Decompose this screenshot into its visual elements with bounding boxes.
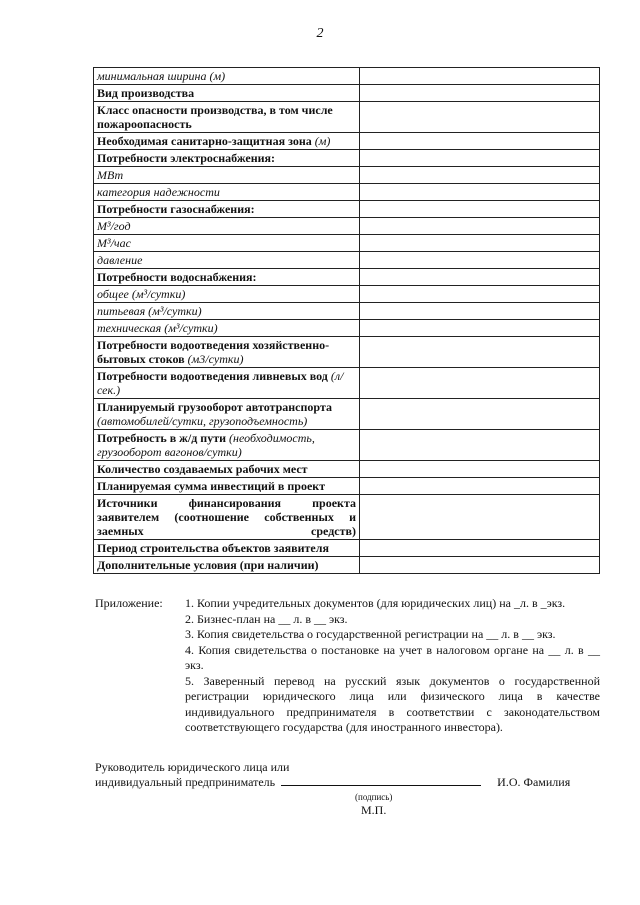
form-row-label: Класс опасности производства, в том числе пожароопасность — [94, 102, 360, 133]
form-row — [94, 478, 600, 495]
form-row-value-cell[interactable] — [360, 399, 600, 430]
form-row — [94, 286, 600, 303]
form-row-label: Потребность в ж/д пути (необходимость, грузооборот вагонов/сутки) — [94, 430, 360, 461]
form-row-value-cell[interactable] — [360, 218, 600, 235]
form-row-value-cell[interactable] — [360, 184, 600, 201]
form-row — [94, 201, 600, 218]
form-row-value-cell[interactable] — [360, 461, 600, 478]
stamp-place: М.П. — [361, 803, 387, 817]
form-row-label: питьевая (м³/сутки) — [94, 303, 360, 320]
form-row-value-cell[interactable] — [360, 320, 600, 337]
appendix-item: 4. Копия свидетельства о постановке на учет в налоговом органе на __ л. в __ экз. — [185, 642, 600, 672]
form-row-value-cell[interactable] — [360, 150, 600, 167]
form-row-value-cell[interactable] — [360, 201, 600, 218]
form-row-label: М³/час — [94, 235, 360, 252]
form-row — [94, 269, 600, 286]
form-row-value-cell[interactable] — [360, 495, 600, 540]
appendix-label: Приложение: — [95, 596, 163, 610]
appendix-item: 2. Бизнес-план на __ л. в __ экз. — [185, 611, 348, 626]
form-row-value-cell[interactable] — [360, 337, 600, 368]
form-row-label: Потребности водоотведения ливневых вод (л/сек.) — [94, 368, 360, 399]
signer-name: И.О. Фамилия — [497, 775, 571, 789]
form-row — [94, 68, 600, 85]
form-row-label: Потребности водоснабжения: — [94, 269, 360, 286]
appendix-item: 5. Заверенный перевод на русский язык документов о государственной регистрации юридического лица или физического лица в качестве индивидуального предпринимателя в соответствии с законодательством соответствующего государства (для иностранного инвестора). — [185, 673, 600, 734]
signature-line — [281, 775, 481, 786]
form-row-label: минимальная ширина (м) — [94, 68, 360, 85]
form-row-label: Период строительства объектов заявителя — [94, 540, 360, 557]
form-row-label: Потребности водоотведения хозяйственно-бытовых стоков (м3/сутки) — [94, 337, 360, 368]
form-row-label: Необходимая санитарно-защитная зона (м) — [94, 133, 360, 150]
form-row-value-cell[interactable] — [360, 478, 600, 495]
form-row-value-cell[interactable] — [360, 303, 600, 320]
signature-block — [95, 760, 600, 790]
form-row-value-cell[interactable] — [360, 368, 600, 399]
signer-title: индивидуальный предприниматель — [95, 775, 276, 789]
form-row — [94, 102, 600, 133]
appendix-item: 3. Копия свидетельства о государственной регистрации на __ л. в __ экз. — [185, 627, 556, 641]
signer-title-line1: Руководитель юридического лица или — [95, 760, 290, 774]
form-row — [94, 85, 600, 102]
form-row — [94, 320, 600, 337]
appendix-item: 1. Копии учредительных документов (для юридических лиц) на _л. в _экз. — [185, 596, 566, 610]
appendix-list — [185, 596, 600, 736]
form-row-value-cell[interactable] — [360, 167, 600, 184]
form-row — [94, 495, 600, 540]
form-row — [94, 167, 600, 184]
form-row — [94, 133, 600, 150]
form-row-value-cell[interactable] — [360, 286, 600, 303]
form-row — [94, 461, 600, 478]
form-row-label: техническая (м³/сутки) — [94, 320, 360, 337]
form-row-label: Источники финансирования проекта заявителем (соотношение собственных и заемных средств) — [94, 495, 360, 540]
form-row-value-cell[interactable] — [360, 102, 600, 133]
form-row-label: МВт — [94, 167, 360, 184]
form-row — [94, 184, 600, 201]
form-row-label: М³/год — [94, 218, 360, 235]
page-number: 2 — [316, 26, 324, 41]
form-row — [94, 399, 600, 430]
form-row-label: Дополнительные условия (при наличии) — [94, 557, 360, 574]
form-row — [94, 368, 600, 399]
form-row-label: категория надежности — [94, 184, 360, 201]
form-row — [94, 337, 600, 368]
form-row — [94, 303, 600, 320]
form-row-value-cell[interactable] — [360, 68, 600, 85]
signer-title-line2 — [95, 775, 600, 790]
form-row-label: Планируемая сумма инвестиций в проект — [94, 478, 360, 495]
form-row-label: Планируемый грузооборот автотранспорта (автомобилей/сутки, грузоподъемность) — [94, 399, 360, 430]
application-form-table — [93, 67, 600, 574]
signature-caption: (подпись) — [355, 792, 393, 802]
form-row-value-cell[interactable] — [360, 540, 600, 557]
form-row — [94, 252, 600, 269]
form-row — [94, 557, 600, 574]
form-row-label: Вид производства — [94, 85, 360, 102]
form-row-value-cell[interactable] — [360, 557, 600, 574]
form-row-value-cell[interactable] — [360, 252, 600, 269]
form-row-label: Количество создаваемых рабочих мест — [94, 461, 360, 478]
form-row-label: давление — [94, 252, 360, 269]
form-row-label: общее (м³/сутки) — [94, 286, 360, 303]
form-row — [94, 235, 600, 252]
form-row-label: Потребности газоснабжения: — [94, 201, 360, 218]
form-row-value-cell[interactable] — [360, 85, 600, 102]
form-row — [94, 430, 600, 461]
form-row-value-cell[interactable] — [360, 235, 600, 252]
form-row-label: Потребности электроснабжения: — [94, 150, 360, 167]
form-row-value-cell[interactable] — [360, 269, 600, 286]
form-row — [94, 540, 600, 557]
form-row-value-cell[interactable] — [360, 133, 600, 150]
form-row-value-cell[interactable] — [360, 430, 600, 461]
form-row — [94, 150, 600, 167]
form-row — [94, 218, 600, 235]
